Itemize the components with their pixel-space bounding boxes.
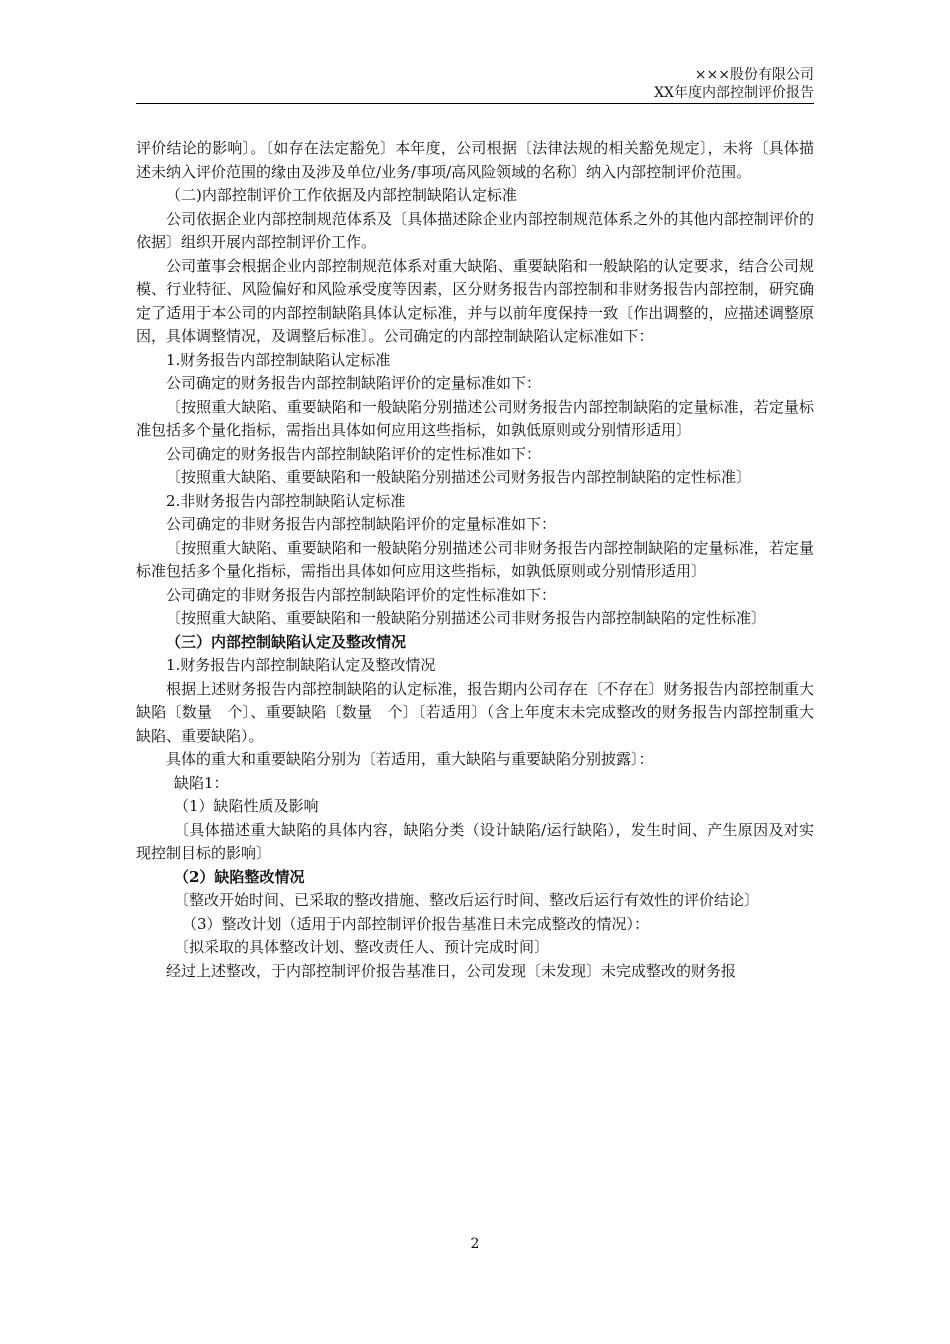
paragraph: 公司依据企业内部控制规范体系及〔具体描述除企业内部控制规范体系之外的其他内部控制评价的依据〕组织开展内部控制评价工作。 bbox=[136, 209, 814, 251]
paragraph: 〔整改开始时间、已采取的整改措施、整改后运行时间、整改后运行有效性的评价结论〕 bbox=[174, 891, 760, 909]
subsection-heading: 1.财务报告内部控制缺陷认定标准 bbox=[166, 350, 391, 369]
header-rule bbox=[136, 103, 814, 104]
paragraph: 〔具体描述重大缺陷的具体内容，缺陷分类（设计缺陷/运行缺陷），发生时间、产生原因及对实现控制目标的影响〕 bbox=[136, 820, 814, 862]
paragraph: 公司确定的非财务报告内部控制缺陷评价的定性标准如下： bbox=[166, 585, 557, 604]
page-header bbox=[136, 66, 814, 102]
page-number: 2 bbox=[470, 1236, 480, 1252]
paragraph: 公司确定的非财务报告内部控制缺陷评价的定量标准如下： bbox=[166, 515, 557, 533]
document-body bbox=[136, 137, 814, 983]
paragraph: 评价结论的影响〕。〔如存在法定豁免〕本年度，公司根据〔法律法规的相关豁免规定〕，未将〔具体描述未纳入评价范围的缘由及涉及单位/业务/事项/高风险领域的名称〕纳入内部控制评价范围。 bbox=[136, 139, 814, 181]
item-heading: （1）缺陷性质及影响 bbox=[174, 797, 319, 815]
paragraph: 公司董事会根据企业内部控制规范体系对重大缺陷、重要缺陷和一般缺陷的认定要求，结合公司规模、行业特征、风险偏好和风险承受度等因素，区分财务报告内部控制和非财务报告内部控制，研究确定了适用于本公司的内部控制缺陷具体认定标准，并与以前年度保持一致〔作出调整的，应描述调整原因，具体调整情况，及调整后标准〕。公司确定的内部控制缺陷认定标准如下： bbox=[136, 256, 814, 345]
item-heading: （3）整改计划（适用于内部控制评价报告基准日未完成整改的情况）： bbox=[182, 914, 650, 933]
paragraph: 〔按照重大缺陷、重要缺陷和一般缺陷分别描述公司财务报告内部控制缺陷的定量标准，若定量标准包括多个量化指标，需指出具体如何应用这些指标，如孰低原则或分别情形适用〕 bbox=[136, 397, 814, 439]
paragraph: 根据上述财务报告内部控制缺陷的认定标准，报告期内公司存在〔不存在〕财务报告内部控制重大缺陷〔数量 个〕、重要缺陷〔数量 个〕〔若适用〕（含上年度末未完成整改的财务报告内部控制重大缺陷、重要缺陷）。 bbox=[136, 679, 814, 745]
section-heading: （二)内部控制评价工作依据及内部控制缺陷认定标准 bbox=[166, 186, 517, 204]
paragraph: 〔按照重大缺陷、重要缺陷和一般缺陷分别描述公司非财务报告内部控制缺陷的定量标准，若定量标准包括多个量化指标，需指出具体如何应用这些指标，如孰低原则或分别情形适用〕 bbox=[136, 538, 814, 580]
paragraph: 〔按照重大缺陷、重要缺陷和一般缺陷分别描述公司非财务报告内部控制缺陷的定性标准〕 bbox=[166, 609, 767, 627]
paragraph: 〔按照重大缺陷、重要缺陷和一般缺陷分别描述公司财务报告内部控制缺陷的定性标准〕 bbox=[166, 468, 752, 486]
item-heading: （2）缺陷整改情况 bbox=[174, 867, 305, 886]
header-report-title: XX年度内部控制评价报告 bbox=[654, 85, 814, 101]
paragraph: 〔拟采取的具体整改计划、整改责任人、预计完成时间〕 bbox=[174, 938, 550, 956]
defect-label: 缺陷1： bbox=[174, 773, 229, 792]
section-heading: （三）内部控制缺陷认定及整改情况 bbox=[166, 632, 407, 651]
header-company: ×××股份有限公司 bbox=[694, 67, 814, 83]
paragraph: 公司确定的财务报告内部控制缺陷评价的定量标准如下： bbox=[166, 374, 542, 392]
subsection-heading: 1.财务报告内部控制缺陷认定及整改情况 bbox=[166, 656, 436, 674]
paragraph: 经过上述整改，于内部控制评价报告基准日，公司发现〔未发现〕未完成整改的财务报 bbox=[166, 961, 737, 980]
paragraph: 公司确定的财务报告内部控制缺陷评价的定性标准如下： bbox=[166, 444, 542, 463]
paragraph: 具体的重大和重要缺陷分别为〔若适用，重大缺陷与重要缺陷分别披露〕： bbox=[166, 750, 654, 768]
subsection-heading: 2.非财务报告内部控制缺陷认定标准 bbox=[166, 491, 406, 510]
